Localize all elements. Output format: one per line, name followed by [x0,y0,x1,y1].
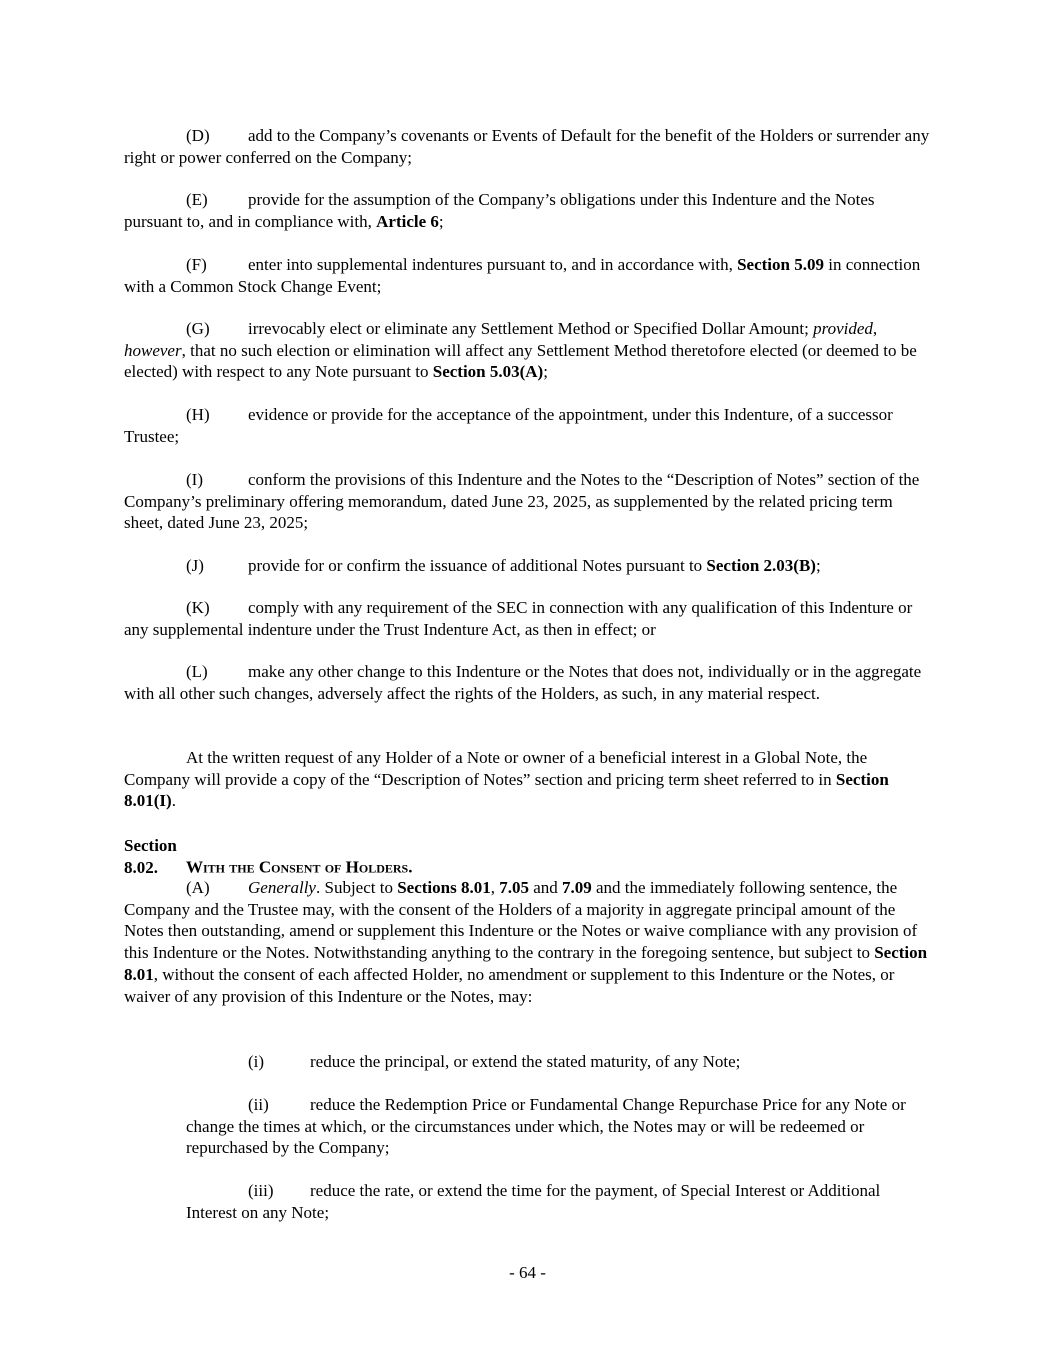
section-title: With the Consent of Holders. [186,857,413,877]
request-paragraph [124,747,934,812]
subitem-ii [186,1094,934,1159]
clause-text: comply with any requirement of the SEC in connection with any qualification of this Indenture or any supplemental indenture under the Trust Indenture Act, as then in effect; or [124,598,913,639]
paragraph-a [124,877,934,1007]
clause-label: (G) [186,319,210,338]
subitem-i [186,1051,934,1073]
clause-text: enter into supplemental indentures pursuant to, and in accordance with, [248,255,738,274]
clause-tail: ; [543,362,548,382]
proviso-word: provided [813,319,873,338]
subitem-text: reduce the rate, or extend the time for the payment, of Special Interest or Additional Interest on any Note; [186,1181,881,1222]
section-number: Section 8.02. [124,836,177,877]
cross-reference: Article 6 [376,211,439,231]
clause-l [124,661,934,704]
clause-j [124,555,934,577]
paragraph-text: and [528,878,562,897]
clause-text: evidence or provide for the acceptance of the appointment, under this Indenture, of a successor Trustee; [124,405,893,446]
paragraph-label: (A) [186,878,210,897]
clause-f [124,254,934,297]
clause-tail: ; [815,556,821,575]
clause-label: (K) [186,598,210,617]
clause-tail: in connection with a Common Stock Change Event; [124,255,921,296]
cross-reference: Section 5.09 [737,255,824,274]
clause-text: make any other change to this Indenture or the Notes that does not, individually or in the aggregate with all other such changes, adversely affect the rights of the Holders, as such, in any material respect. [124,662,922,703]
cross-reference: Section 8.01(I) [124,769,889,811]
paragraph-text: . Subject to [315,878,398,897]
clause-text: add to the Company’s covenants or Events of Default for the benefit of the Holders or surrender any right or power conferred on the Company; [124,126,930,167]
clause-label: (J) [186,556,204,575]
paragraph-heading: Generally [248,878,316,897]
clause-label: (F) [186,255,207,274]
clause-text: provide for the assumption of the Company’s obligations under this Indenture and the Notes pursuant to, and in compliance with, [124,190,875,231]
subitem-label: (iii) [248,1181,274,1200]
clause-comma: , [872,319,878,338]
cross-reference: 7.05 [499,878,529,897]
clause-d [124,125,934,168]
clause-g [124,318,934,383]
paragraph-text: , without the consent of each affected Holder, no amendment or supplement to this Indenture or the Notes, or waiver of any provision of this Indenture or the Notes, may: [124,964,895,1006]
clause-label: (E) [186,190,208,209]
clause-tail: ; [438,211,444,231]
cross-reference: 7.09 [562,878,592,897]
clause-text: provide for or confirm the issuance of additional Notes pursuant to [248,556,707,575]
paragraph-tail: . [171,791,176,811]
clause-i [124,469,934,534]
clause-text: irrevocably elect or eliminate any Settlement Method or Specified Dollar Amount; [248,319,809,338]
section-heading [124,835,934,878]
clause-label: (I) [186,470,203,489]
clause-label: (H) [186,405,210,424]
page-number: - 64 - [509,1263,546,1282]
paragraph-text: At the written request of any Holder of a Note or owner of a beneficial interest in a Global Note, the Company will provide a copy of the “Description of Notes” section and pricing term sheet referred to in [124,748,868,789]
subitem-text: reduce the principal, or extend the stated maturity, of any Note; [310,1052,741,1071]
cross-reference: Section 5.03(A) [432,362,544,382]
subitem-text: reduce the Redemption Price or Fundamental Change Repurchase Price for any Note or change the times at which, or the circumstances under which, the Notes may or will be redeemed or repurchased by the Company; [186,1095,906,1158]
subitem-label: (i) [248,1052,265,1071]
paragraph-text: , [490,878,500,897]
clause-e [124,189,934,232]
proviso-word: however [124,340,182,360]
cross-reference: Sections 8.01 [397,878,491,897]
cross-reference: Section 8.01 [124,943,928,984]
cross-reference: Section 2.03(B) [706,556,816,575]
clause-label: (D) [186,126,210,145]
clause-text: , that no such election or elimination will affect any Settlement Method theretofore elected (or deemed to be elected) with respect to any Note pursuant to [124,340,917,382]
paragraph-text: and the immediately following sentence, the Company and the Trustee may, with the consent of the Holders of a majority in aggregate principal amount of the Notes then outstanding, amend or supplement this Indenture or the Notes or waive compliance with any provision of this Indenture or the Notes. Notwithstanding anything to the contrary in the foregoing sentence, but subject to [124,878,918,963]
clause-h [124,404,934,447]
clause-label: (L) [186,662,208,681]
subitem-iii [186,1180,934,1223]
clause-text: conform the provisions of this Indenture and the Notes to the “Description of Notes” section of the Company’s preliminary offering memorandum, dated June 23, 2025, as supplemented by the related pricing term sheet, dated June 23, 2025; [124,470,920,533]
clause-k [124,597,934,640]
subitem-label: (ii) [248,1095,269,1114]
